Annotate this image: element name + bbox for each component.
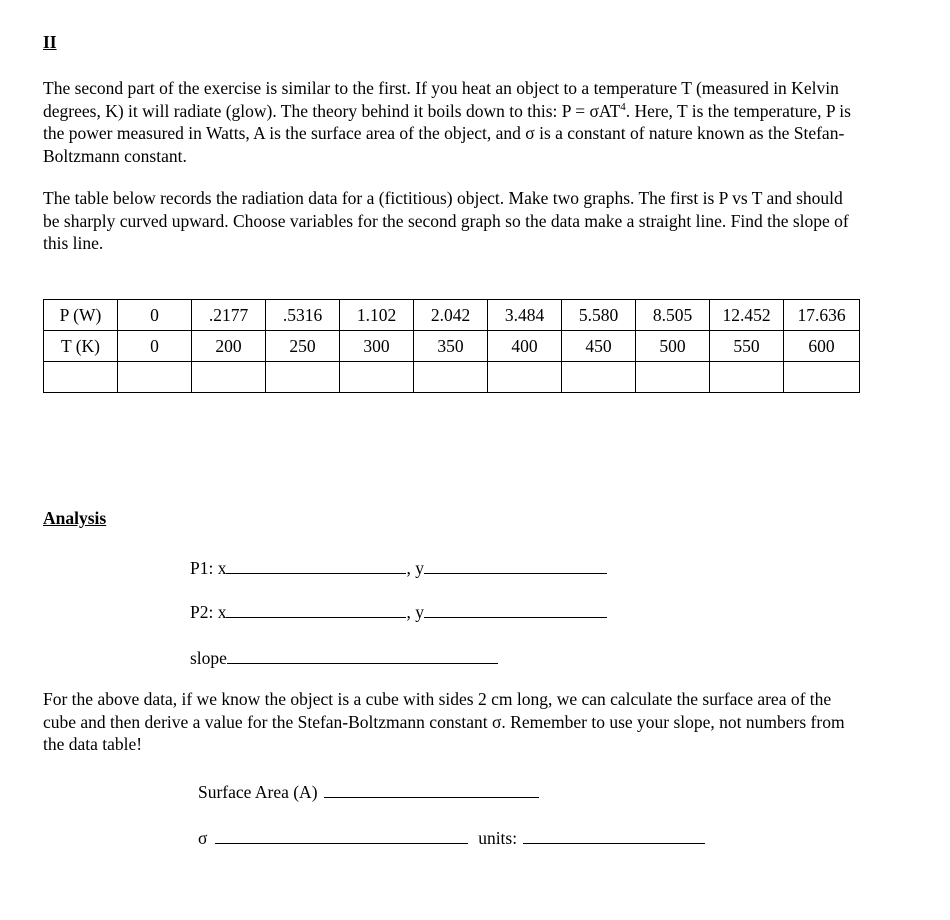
p1-y-label: , y xyxy=(406,558,424,578)
table-row xyxy=(44,362,860,393)
table-row xyxy=(44,331,860,362)
table-cell: 8.505 xyxy=(636,300,710,331)
intro-text-before-formula: The second part of the exercise is similar to the first. If you heat an object to a temperature T (measured in Kelvin degrees, K) it will radiate (glow). The theory behind it boils down to this: P = σAT xyxy=(43,78,839,121)
table-cell[interactable] xyxy=(414,362,488,393)
table-cell[interactable] xyxy=(340,362,414,393)
table-cell[interactable] xyxy=(784,362,860,393)
table-cell: 350 xyxy=(414,331,488,362)
table-cell: 200 xyxy=(192,331,266,362)
radiation-data-table xyxy=(43,299,860,393)
table-cell: 5.580 xyxy=(562,300,636,331)
analysis-heading: Analysis xyxy=(43,508,107,528)
instructions-paragraph: The table below records the radiation data for a (fictitious) object. Make two graphs. The first is P vs T and should be sharply curved upward. Choose variables for the second graph so the data make a straight line. Find the slope of this line. xyxy=(43,188,849,253)
table-cell: 1.102 xyxy=(340,300,414,331)
table-cell: 600 xyxy=(784,331,860,362)
table-cell[interactable] xyxy=(636,362,710,393)
intro-paragraph xyxy=(43,77,863,167)
table-cell: 17.636 xyxy=(784,300,860,331)
table-cell: 500 xyxy=(636,331,710,362)
p2-x-blank[interactable] xyxy=(226,599,406,618)
table-cell: 2.042 xyxy=(414,300,488,331)
slope-label: slope xyxy=(190,648,227,668)
surface-area-row xyxy=(198,779,539,803)
table-cell: 450 xyxy=(562,331,636,362)
p1-row xyxy=(190,555,607,579)
units-label: units: xyxy=(478,828,518,848)
p2-y-blank[interactable] xyxy=(424,599,607,618)
p2-label: P2: x xyxy=(190,602,227,622)
p2-y-label: , y xyxy=(406,602,424,622)
table-cell: .5316 xyxy=(266,300,340,331)
table-cell: 400 xyxy=(488,331,562,362)
table-cell[interactable] xyxy=(192,362,266,393)
sigma-label: σ xyxy=(198,828,208,848)
cube-paragraph: For the above data, if we know the object is a cube with sides 2 cm long, we can calculate the surface area of the cube and then derive a value for the Stefan-Boltzmann constant σ. Remember to use your slope, not numbers from the data table! xyxy=(43,689,845,754)
table-cell: 0 xyxy=(118,300,192,331)
p2-row xyxy=(190,599,607,623)
table-cell[interactable] xyxy=(118,362,192,393)
p1-x-blank[interactable] xyxy=(226,555,406,574)
section-number: II xyxy=(43,32,57,52)
p1-label: P1: x xyxy=(190,558,227,578)
table-cell: 250 xyxy=(266,331,340,362)
slope-blank[interactable] xyxy=(227,645,498,664)
row-label-cell: T (K) xyxy=(44,331,118,362)
units-blank[interactable] xyxy=(523,825,705,844)
surface-area-label: Surface Area (A) xyxy=(198,782,318,802)
table-cell: 0 xyxy=(118,331,192,362)
intro-text-after-formula: . Here, T is the temperature, P is the power measured in Watts, A is the surface area of the object, and σ is a constant of nature known as the Stefan-Boltzmann constant. xyxy=(43,100,851,166)
surface-area-blank[interactable] xyxy=(324,779,539,798)
table-cell: 550 xyxy=(710,331,784,362)
formula-exponent: 4 xyxy=(620,100,626,113)
table-cell[interactable] xyxy=(266,362,340,393)
sigma-blank[interactable] xyxy=(215,825,468,844)
table-cell[interactable] xyxy=(562,362,636,393)
sigma-row xyxy=(198,825,705,849)
table-cell: .2177 xyxy=(192,300,266,331)
table-cell[interactable] xyxy=(710,362,784,393)
row-label-cell[interactable] xyxy=(44,362,118,393)
table-cell: 12.452 xyxy=(710,300,784,331)
table-cell[interactable] xyxy=(488,362,562,393)
slope-row xyxy=(190,645,498,669)
table-row xyxy=(44,300,860,331)
table-cell: 3.484 xyxy=(488,300,562,331)
row-label-cell: P (W) xyxy=(44,300,118,331)
table-cell: 300 xyxy=(340,331,414,362)
p1-y-blank[interactable] xyxy=(424,555,607,574)
